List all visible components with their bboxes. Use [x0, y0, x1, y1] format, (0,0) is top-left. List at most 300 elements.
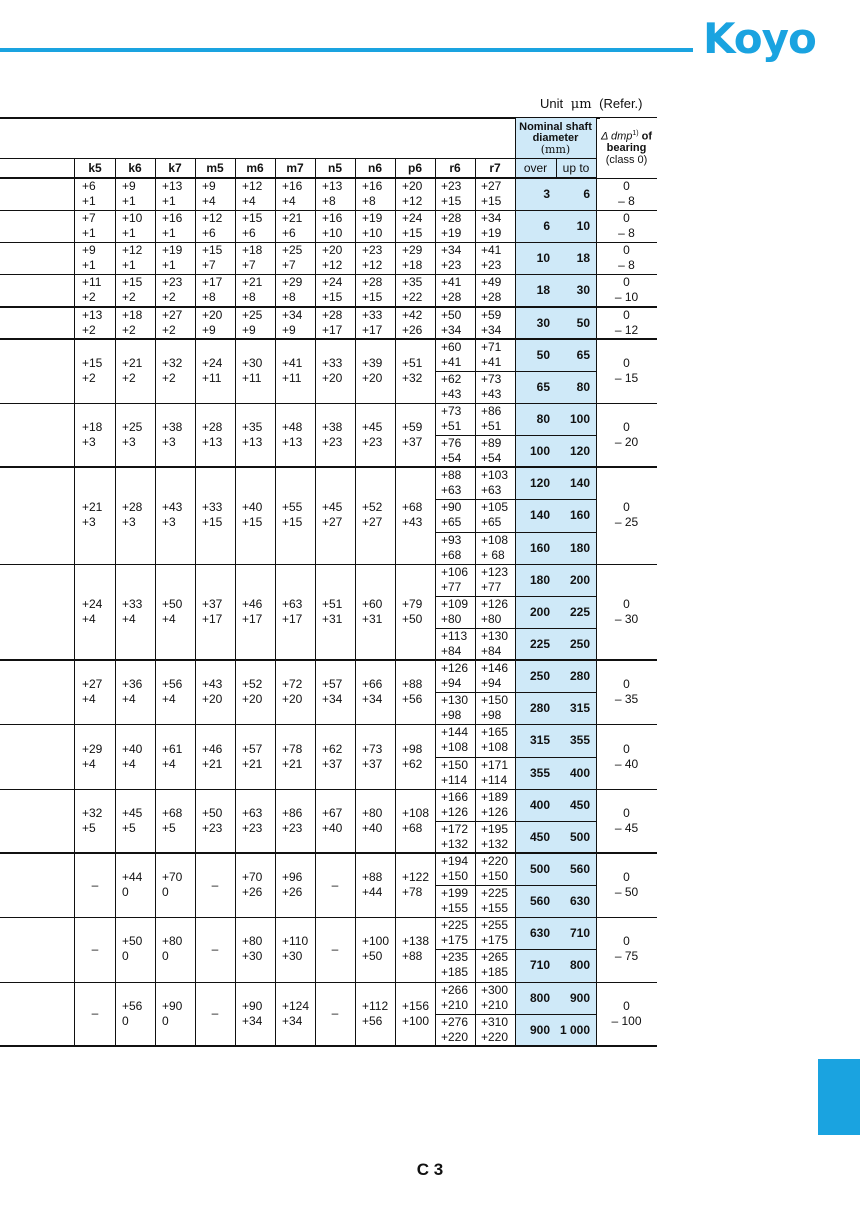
n6-lower: +15 — [362, 290, 383, 305]
n5-lower: +17 — [322, 322, 343, 337]
k5-lower: +2 — [82, 322, 96, 337]
k5-lower: +4 — [82, 611, 96, 626]
page-number: C 3 — [416, 1160, 444, 1179]
dmp-lower: – 40 — [614, 756, 639, 771]
r7-lower: +84 — [481, 644, 502, 659]
cell-k7 — [162, 724, 194, 788]
cell-r6 — [441, 660, 477, 692]
m6-upper: +80 — [242, 934, 263, 949]
diameter-over: 450 — [529, 829, 550, 844]
k6-lower: +3 — [122, 515, 136, 530]
m6-upper: +15 — [242, 211, 263, 226]
cell-r7 — [481, 821, 517, 853]
r6-upper: +166 — [441, 789, 469, 804]
k5-upper: – — [91, 877, 99, 892]
p6-lower: +100 — [402, 1013, 430, 1028]
k6-upper: +28 — [122, 500, 143, 515]
m5-upper: +46 — [202, 741, 223, 756]
cell-p6 — [402, 917, 434, 981]
r7-upper: +103 — [481, 468, 509, 483]
k6-upper: +44 — [122, 870, 143, 885]
r7-upper: +49 — [481, 275, 502, 290]
cell-p6 — [402, 178, 434, 210]
dmp-upper: 0 — [623, 355, 630, 370]
k6-lower: +4 — [122, 611, 136, 626]
cell-r7 — [481, 371, 517, 403]
diameter-upto: 560 — [569, 861, 590, 876]
k7-upper: +70 — [162, 870, 183, 885]
m5-upper: +43 — [202, 677, 223, 692]
diameter-upto: 710 — [569, 926, 590, 941]
diameter-upto: 30 — [576, 283, 590, 298]
m6-lower: +8 — [242, 290, 256, 305]
diameter-upto: 1 000 — [559, 1022, 590, 1037]
cell-m7 — [282, 789, 314, 853]
p6-lower: +12 — [402, 194, 423, 209]
n5-lower: +31 — [322, 611, 343, 626]
cell-k5 — [82, 178, 114, 210]
r6-lower: +220 — [441, 1029, 469, 1044]
r6-upper: +109 — [441, 596, 469, 611]
r7-upper: +189 — [481, 789, 509, 804]
dmp-lower: – 75 — [614, 949, 639, 964]
k6-upper: +15 — [122, 275, 143, 290]
n5-lower: +23 — [322, 435, 343, 450]
m6-lower: +21 — [242, 756, 263, 771]
diameter-over: 10 — [536, 251, 550, 266]
m6-lower: +4 — [242, 194, 256, 209]
cell-dmp — [596, 917, 657, 981]
m6-lower: +15 — [242, 515, 263, 530]
m5-upper: – — [211, 877, 219, 892]
k5-lower: +3 — [82, 515, 96, 530]
r6-lower: +23 — [441, 258, 462, 273]
n5-upper: +13 — [322, 179, 343, 194]
col-header-r7: r7 — [489, 161, 501, 175]
cell-k6 — [122, 917, 154, 981]
k5-upper: +11 — [82, 275, 102, 290]
dmp-upper: 0 — [623, 934, 630, 949]
k6-upper: +9 — [122, 179, 136, 194]
r6-lower: +155 — [441, 901, 469, 916]
cell-r7 — [481, 210, 517, 242]
cell-k5 — [82, 242, 114, 274]
r7-upper: +123 — [481, 564, 509, 579]
n6-upper: +88 — [362, 870, 383, 885]
k5-upper: +27 — [82, 677, 103, 692]
dmp-lower: – 50 — [614, 885, 639, 900]
diameter-over: 560 — [529, 894, 550, 909]
bearing-header — [596, 123, 657, 171]
cell-k5 — [82, 307, 114, 339]
cell-k6 — [122, 307, 154, 339]
k7-lower: +4 — [162, 756, 176, 771]
diameter-over: 3 — [543, 187, 550, 201]
dmp-lower: – 15 — [614, 370, 639, 385]
k6-lower: +2 — [122, 370, 136, 385]
m6-upper: +70 — [242, 870, 263, 885]
p6-lower: +43 — [402, 515, 423, 530]
cell-r7 — [481, 757, 517, 789]
cell-r6 — [441, 692, 477, 724]
k6-lower: +1 — [122, 226, 136, 241]
r6-lower: +84 — [441, 644, 462, 659]
cell-m5 — [202, 274, 234, 306]
r7-upper: +27 — [481, 179, 502, 194]
cell-k5 — [75, 853, 115, 917]
k7-lower: 0 — [162, 885, 169, 900]
diameter-over: 500 — [529, 861, 550, 876]
diameter-over: 100 — [529, 444, 550, 459]
cell-r6 — [441, 178, 477, 210]
m7-upper: +21 — [282, 211, 303, 226]
cell-r7 — [481, 467, 517, 499]
cell-m5 — [202, 178, 234, 210]
table-top-rule — [0, 117, 600, 119]
k5-lower: +1 — [82, 194, 96, 209]
n6-lower: +27 — [362, 515, 383, 530]
k7-upper: +32 — [162, 355, 183, 370]
cell-n6 — [362, 789, 394, 853]
k7-upper: +56 — [162, 677, 183, 692]
cell-k6 — [122, 982, 154, 1046]
cell-m6 — [242, 660, 274, 724]
diameter-upto: 200 — [569, 572, 590, 587]
r7-upper: +146 — [481, 661, 509, 676]
diameter-upto: 280 — [569, 669, 590, 684]
cell-r7 — [481, 178, 517, 210]
r7-upper: +165 — [481, 725, 509, 740]
r6-upper: +41 — [441, 275, 462, 290]
dmp-upper: 0 — [623, 275, 630, 290]
cell-r7 — [481, 660, 517, 692]
r7-lower: +51 — [481, 419, 502, 434]
k6-lower: +3 — [122, 435, 136, 450]
cell-n6 — [362, 982, 394, 1046]
n6-upper: +19 — [362, 211, 383, 226]
cell-m6 — [242, 307, 274, 339]
cell-k6 — [122, 789, 154, 853]
r7-lower: +28 — [481, 290, 502, 305]
r7-lower: +175 — [481, 933, 509, 948]
cell-r7 — [481, 789, 517, 821]
m7-lower: +7 — [282, 258, 296, 273]
cell-n6 — [362, 307, 394, 339]
diameter-over: 50 — [536, 347, 550, 362]
n6-lower: +37 — [362, 756, 383, 771]
cell-m6 — [242, 210, 274, 242]
r7-lower: +54 — [481, 451, 502, 466]
r7-upper: +255 — [481, 918, 509, 933]
n5-upper: – — [331, 1006, 339, 1021]
cell-r7 — [481, 339, 517, 371]
r7-upper: +126 — [481, 596, 509, 611]
cell-dmp — [596, 339, 657, 403]
r7-lower: +43 — [481, 386, 502, 401]
cell-m5 — [202, 660, 234, 724]
n6-upper: +73 — [362, 741, 383, 756]
diameter-over: 140 — [529, 508, 550, 523]
m6-upper: +40 — [242, 500, 263, 515]
k7-upper: +38 — [162, 420, 183, 435]
diameter-upto: 10 — [576, 219, 590, 234]
cell-k6 — [122, 178, 154, 210]
cell-r6 — [441, 853, 477, 885]
k7-lower: +2 — [162, 290, 176, 305]
n5-lower: +34 — [322, 692, 343, 707]
bearing-header-line2: bearing — [606, 142, 647, 155]
k5-lower: +5 — [82, 820, 96, 835]
m7-lower: +13 — [282, 435, 303, 450]
k7-upper: +90 — [162, 998, 183, 1013]
k6-lower: +5 — [122, 820, 136, 835]
cell-r6 — [441, 724, 477, 756]
cell-m5 — [202, 242, 234, 274]
cell-n5 — [322, 242, 354, 274]
m5-upper: +15 — [202, 243, 223, 258]
cell-n6 — [362, 403, 394, 467]
n6-upper: +100 — [362, 934, 390, 949]
m5-lower: +21 — [202, 756, 223, 771]
p6-lower: +78 — [402, 885, 423, 900]
cell-r6 — [441, 564, 477, 596]
cell-dmp — [596, 242, 657, 274]
r7-upper: +150 — [481, 693, 509, 708]
n6-lower: +8 — [362, 194, 376, 209]
cell-k7 — [162, 467, 194, 563]
diameter-upto: 400 — [569, 765, 590, 780]
table-bottom-rule — [0, 1045, 657, 1047]
k6-lower: +2 — [122, 322, 136, 337]
r6-lower: +54 — [441, 451, 462, 466]
dmp-lower: – 35 — [614, 692, 639, 707]
dmp-footnote: 1) — [632, 129, 639, 137]
m5-lower: +6 — [202, 226, 216, 241]
diameter-upto: 450 — [569, 797, 590, 812]
r6-lower: +28 — [441, 290, 462, 305]
cell-k7 — [162, 564, 194, 660]
cell-dmp — [596, 178, 657, 210]
dmp-lower: – 30 — [614, 611, 639, 626]
r6-upper: +34 — [441, 243, 462, 258]
m7-lower: +8 — [282, 290, 296, 305]
cell-r6 — [441, 789, 477, 821]
m6-lower: +11 — [242, 370, 262, 385]
cell-m7 — [282, 853, 314, 917]
cell-m7 — [282, 403, 314, 467]
r6-lower: +65 — [441, 515, 462, 530]
cell-r6 — [441, 210, 477, 242]
k5-upper: – — [91, 941, 99, 956]
k5-upper: +29 — [82, 741, 103, 756]
m7-lower: +15 — [282, 515, 303, 530]
cell-m6 — [242, 853, 274, 917]
k6-upper: +12 — [122, 243, 143, 258]
k7-lower: +2 — [162, 370, 176, 385]
r7-lower: +126 — [481, 804, 509, 819]
m7-upper: +48 — [282, 420, 303, 435]
r6-lower: +19 — [441, 226, 462, 241]
cell-n5 — [322, 307, 354, 339]
diameter-upto: 800 — [569, 958, 590, 973]
cell-k7 — [162, 307, 194, 339]
cell-k6 — [122, 724, 154, 788]
k7-lower: +3 — [162, 435, 176, 450]
r6-upper: +90 — [441, 500, 462, 515]
n5-lower: +12 — [322, 258, 343, 273]
cell-k7 — [162, 982, 194, 1046]
r7-lower: +63 — [481, 483, 502, 498]
cell-r6 — [441, 1014, 477, 1046]
r6-upper: +126 — [441, 661, 469, 676]
r7-lower: +132 — [481, 836, 509, 851]
cell-m6 — [242, 789, 274, 853]
r6-upper: +23 — [441, 179, 462, 194]
k7-lower: +5 — [162, 820, 176, 835]
k6-upper: +56 — [122, 998, 143, 1013]
m7-upper: +41 — [282, 355, 303, 370]
r6-upper: +113 — [441, 629, 468, 644]
cell-r7 — [481, 564, 517, 596]
cell-k6 — [122, 403, 154, 467]
n6-upper: +112 — [362, 998, 389, 1013]
r7-lower: +41 — [481, 354, 502, 369]
cell-k5 — [82, 660, 114, 724]
r6-lower: +34 — [441, 322, 462, 337]
k6-upper: +33 — [122, 596, 143, 611]
diameter-over: 900 — [529, 1022, 550, 1037]
cell-p6 — [402, 660, 434, 724]
cell-r6 — [441, 339, 477, 371]
m6-lower: +17 — [242, 611, 263, 626]
cell-r7 — [481, 596, 517, 628]
m7-upper: +16 — [282, 179, 303, 194]
n6-upper: +33 — [362, 307, 383, 322]
cell-k5 — [82, 403, 114, 467]
m5-lower: +15 — [202, 515, 223, 530]
n5-lower: +40 — [322, 820, 343, 835]
r7-upper: +41 — [481, 243, 502, 258]
r6-upper: +172 — [441, 821, 469, 836]
cell-dmp — [596, 982, 657, 1046]
n5-upper: +28 — [322, 307, 343, 322]
m7-lower: +17 — [282, 611, 303, 626]
cell-m7 — [282, 178, 314, 210]
diameter-over: 80 — [536, 411, 550, 426]
m6-lower: +20 — [242, 692, 263, 707]
r6-lower: +80 — [441, 611, 462, 626]
cell-r6 — [441, 499, 477, 531]
cell-k7 — [162, 403, 194, 467]
cell-r6 — [441, 628, 477, 660]
cell-m6 — [242, 403, 274, 467]
r6-upper: +266 — [441, 982, 469, 997]
cell-k5 — [75, 982, 115, 1046]
k6-lower: 0 — [122, 885, 129, 900]
m7-lower: +9 — [282, 322, 296, 337]
cell-k5 — [75, 917, 115, 981]
n6-lower: +50 — [362, 949, 383, 964]
p6-upper: +79 — [402, 596, 423, 611]
diameter-upto: 500 — [569, 829, 590, 844]
k7-lower: +1 — [162, 226, 176, 241]
unit-label — [540, 96, 643, 112]
cell-m6 — [242, 242, 274, 274]
k7-upper: +27 — [162, 307, 183, 322]
cell-r7 — [481, 885, 517, 917]
k7-upper: +43 — [162, 500, 183, 515]
r6-lower: +132 — [441, 836, 469, 851]
dmp-upper: 0 — [623, 677, 630, 692]
dmp-lower: – 25 — [614, 515, 639, 530]
cell-n5 — [322, 339, 354, 403]
m7-lower: +6 — [282, 226, 296, 241]
vline-col-5 — [275, 158, 276, 1046]
r6-lower: +63 — [441, 483, 462, 498]
cell-r6 — [441, 821, 477, 853]
k7-lower: 0 — [162, 1013, 169, 1028]
diameter-over: 225 — [529, 636, 550, 651]
p6-lower: +88 — [402, 949, 423, 964]
cell-n5 — [322, 724, 354, 788]
k5-lower: +4 — [82, 692, 96, 707]
cell-dmp — [596, 403, 657, 467]
r7-upper: +310 — [481, 1014, 509, 1029]
cell-k7 — [162, 178, 194, 210]
cell-n6 — [362, 853, 394, 917]
n5-upper: +38 — [322, 420, 343, 435]
k6-upper: +36 — [122, 677, 143, 692]
diameter-over: 160 — [529, 540, 550, 555]
r7-upper: +265 — [481, 950, 509, 965]
p6-upper: +138 — [402, 934, 430, 949]
diameter-upto: 18 — [576, 251, 590, 266]
cell-dmp — [596, 274, 657, 306]
m5-upper: +24 — [202, 355, 223, 370]
m5-lower: +4 — [202, 194, 216, 209]
cell-m5 — [202, 564, 234, 660]
p6-lower: +15 — [402, 226, 423, 241]
r6-lower: +108 — [441, 740, 469, 755]
r7-lower: + 68 — [481, 547, 505, 562]
r7-lower: +23 — [481, 258, 502, 273]
col-header-n5: n5 — [327, 161, 342, 175]
r6-lower: +94 — [441, 676, 462, 691]
k5-upper: +15 — [82, 355, 103, 370]
p6-upper: +156 — [402, 998, 430, 1013]
cell-k6 — [122, 660, 154, 724]
cell-k6 — [122, 274, 154, 306]
cell-n6 — [362, 339, 394, 403]
vline-col-8 — [395, 158, 396, 1046]
m5-upper: +17 — [202, 275, 223, 290]
m7-upper: +96 — [282, 870, 303, 885]
cell-p6 — [402, 467, 434, 563]
section-tab — [818, 1059, 860, 1135]
diameter-over: 65 — [536, 379, 550, 394]
cell-k7 — [162, 210, 194, 242]
cell-m5 — [202, 724, 234, 788]
diameter-upto: 65 — [576, 347, 590, 362]
cell-r7 — [481, 532, 517, 564]
r6-upper: +28 — [441, 211, 462, 226]
cell-m6 — [242, 724, 274, 788]
m6-lower: +26 — [242, 885, 263, 900]
p6-lower: +56 — [402, 692, 423, 707]
k5-upper: +24 — [82, 596, 103, 611]
n5-upper: +20 — [322, 243, 343, 258]
n6-lower: +17 — [362, 322, 383, 337]
